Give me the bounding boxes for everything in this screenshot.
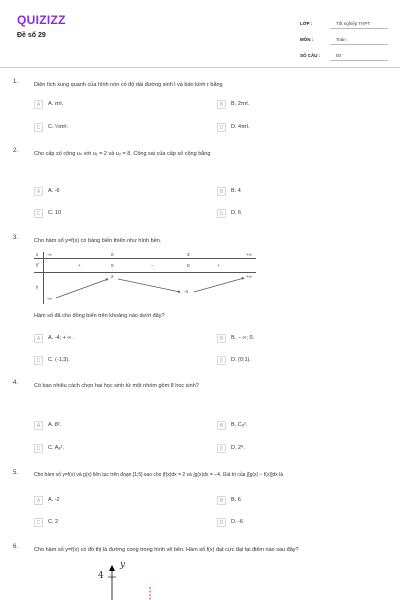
- option-a[interactable]: [34, 186, 60, 196]
- option-letter: A: [34, 334, 43, 343]
- meta-panel: [300, 15, 388, 63]
- option-letter: B: [217, 187, 226, 196]
- table-sign: +: [217, 263, 220, 268]
- option-letter: C: [34, 123, 43, 132]
- table-y-value: -∞: [47, 296, 52, 301]
- meta-key: SỐ CÂU :: [300, 52, 321, 58]
- option-letter: C: [34, 444, 43, 453]
- option-letter: C: [34, 356, 43, 365]
- option-text: A. -4; + ∞ .: [48, 335, 75, 341]
- question-text: Cho cấp số cộng uₙ với u₁ = 2 và u₂ = 8. Công sai của cấp số cộng bằng: [34, 151, 211, 157]
- option-b[interactable]: [217, 186, 241, 196]
- table-y-value: +∞: [246, 274, 252, 279]
- question-text: Diện tích xung quanh của hình nón có độ dài đường sinh l và bán kính r bằng: [34, 82, 223, 88]
- option-letter: B: [217, 100, 226, 109]
- meta-value: Tốt nghiệp THPT: [330, 18, 388, 29]
- question-text: Có bao nhiêu cách chọn hai học sinh từ một nhóm gồm 8 học sinh?: [34, 383, 199, 389]
- question-number: 1.: [13, 79, 19, 85]
- option-c[interactable]: [34, 122, 68, 132]
- question-text: Hàm số đã cho đồng biến trên khoảng nào dưới đây?: [34, 313, 165, 319]
- option-letter: A: [34, 100, 43, 109]
- option-text: B. C₈².: [231, 422, 248, 428]
- option-letter: D: [217, 518, 226, 527]
- option-letter: B: [217, 421, 226, 430]
- meta-row-class: [300, 15, 388, 31]
- option-text: B. − ∞; 0.: [231, 335, 255, 341]
- meta-row-count: [300, 47, 388, 63]
- option-a[interactable]: [34, 99, 63, 109]
- option-text: C. ⅓πrl.: [48, 124, 68, 130]
- question-number: 4.: [13, 380, 19, 386]
- table-yp-label: y': [36, 262, 40, 267]
- option-letter: C: [34, 518, 43, 527]
- option-a[interactable]: [34, 333, 74, 343]
- table-x-value: 0: [111, 252, 114, 257]
- option-b[interactable]: [217, 99, 249, 109]
- table-y-label: y: [36, 284, 39, 289]
- option-letter: D: [217, 356, 226, 365]
- meta-value: 50: [330, 50, 388, 61]
- option-letter: A: [34, 187, 43, 196]
- option-text: A. -6: [48, 188, 60, 194]
- graph-y-arrow: [109, 565, 115, 571]
- table-x-label: x: [36, 252, 39, 257]
- option-b[interactable]: [217, 495, 241, 505]
- variation-table: [34, 252, 256, 304]
- option-text: C. A₈².: [48, 445, 65, 451]
- option-letter: A: [34, 421, 43, 430]
- option-text: B. 6: [231, 497, 241, 503]
- table-y-value: 2: [111, 274, 114, 279]
- option-d[interactable]: [217, 517, 243, 527]
- meta-row-subject: [300, 31, 388, 47]
- option-a[interactable]: [34, 495, 60, 505]
- option-text: B. 2πrl.: [231, 101, 250, 107]
- option-text: B. 4: [231, 188, 241, 194]
- option-text: C. (-1;3).: [48, 357, 70, 363]
- header-divider: [0, 67, 400, 68]
- option-text: A. -2: [48, 497, 60, 503]
- function-graph: [90, 560, 170, 600]
- option-d[interactable]: [217, 208, 241, 218]
- option-d[interactable]: [217, 443, 245, 453]
- option-text: C. 10: [48, 210, 62, 216]
- option-letter: D: [217, 123, 226, 132]
- option-c[interactable]: [34, 443, 64, 453]
- meta-value: Toán: [330, 34, 388, 45]
- option-c[interactable]: [34, 355, 70, 365]
- option-letter: D: [217, 444, 226, 453]
- option-letter: B: [217, 496, 226, 505]
- option-text: D. 2⁸.: [231, 445, 245, 451]
- option-text: D. 4πrl.: [231, 124, 250, 130]
- graph-tick-label: 4: [98, 571, 104, 581]
- option-c[interactable]: [34, 208, 61, 218]
- table-sign: +: [78, 263, 81, 268]
- option-text: A. 8².: [48, 422, 62, 428]
- option-text: D. -6: [231, 519, 243, 525]
- option-text: D. (0;1).: [231, 357, 251, 363]
- question-number: 3.: [13, 235, 19, 241]
- question-text: Cho hàm số y=f(x) và g(x) liên tục trên đoạn [1;5] sao cho ∫f(x)dx = 2 và ∫g(x)dx = −4. Giá trị của ∫[g(x) − f(x)]dx là: [34, 472, 284, 478]
- table-x-value: +∞: [246, 252, 252, 257]
- table-sign: 0: [111, 263, 114, 268]
- table-sign: −: [151, 263, 154, 268]
- table-sign: 0: [187, 263, 190, 268]
- meta-key: LỚP :: [300, 20, 313, 26]
- question-number: 5.: [13, 470, 19, 476]
- option-text: C. 2: [48, 519, 59, 525]
- question-text: Cho hàm số y=f(x) có đồ thị là đường cong trong hình vẽ bên. Hàm số f(x) đạt cực đại tại điểm nào sau đây?: [34, 547, 299, 553]
- option-letter: A: [34, 496, 43, 505]
- quizizz-logo: QUIZIZZ: [17, 13, 66, 27]
- option-text: A. πrl.: [48, 101, 64, 107]
- table-x-value: 3: [187, 252, 190, 257]
- option-d[interactable]: [217, 355, 251, 365]
- page-title: Đề số 29: [17, 32, 46, 39]
- option-b[interactable]: [217, 333, 254, 343]
- variation-arrows: [34, 252, 256, 304]
- option-b[interactable]: [217, 420, 247, 430]
- option-letter: D: [217, 209, 226, 218]
- option-c[interactable]: [34, 517, 58, 527]
- option-text: D. 6: [231, 210, 242, 216]
- meta-key: MÔN :: [300, 36, 314, 42]
- table-x-value: -∞: [47, 252, 52, 257]
- question-text: Cho hàm số y=f(x) có bảng biến thiên như hình bên.: [34, 238, 162, 244]
- option-a[interactable]: [34, 420, 61, 430]
- question-number: 2.: [13, 148, 19, 154]
- option-d[interactable]: [217, 122, 249, 132]
- table-y-value: -4: [184, 289, 189, 294]
- graph-y-label: y: [120, 560, 126, 570]
- question-number: 6.: [13, 544, 19, 550]
- option-letter: C: [34, 209, 43, 218]
- option-letter: B: [217, 334, 226, 343]
